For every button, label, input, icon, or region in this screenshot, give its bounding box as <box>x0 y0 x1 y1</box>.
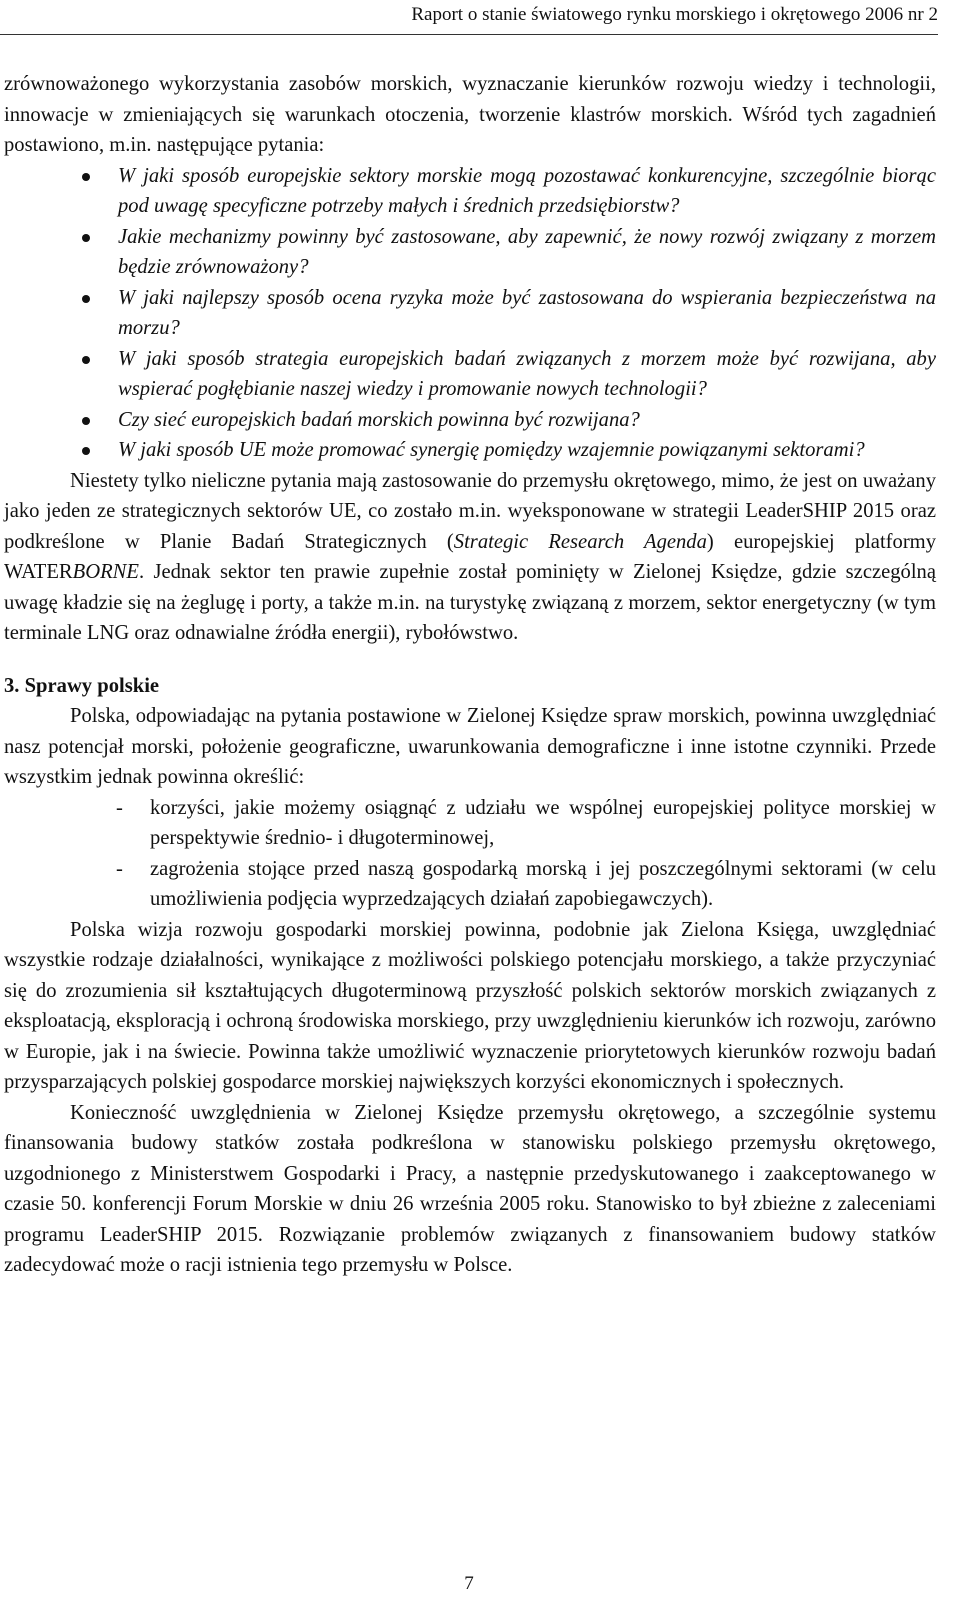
section-heading: 3. Sprawy polskie <box>4 674 160 697</box>
question-text: W jaki sposób strategia europejskich badań związanych z morzem może być rozwijana, aby wspierać pogłębianie naszej wiedzy i promowanie nowych technologii? <box>118 347 936 400</box>
text-run: . Jednak sektor ten prawie zupełnie został pominięty w Zielonej Księdze, gdzie szczególną uwagę kładzie się na żeglugę i porty, a także m.in. na turystykę związaną z morzem, sektor energetyczny (w tym terminale LNG oraz odnawialne źródła energii), rybołówstwo. <box>4 561 936 644</box>
question-text: W jaki sposób UE może promować synergię pomiędzy wzajemnie powiązanymi sektorami? <box>118 439 865 461</box>
list-item <box>4 435 936 466</box>
dash-list <box>4 793 936 915</box>
list-item <box>4 405 936 436</box>
bullet-icon <box>82 417 90 425</box>
list-item <box>4 854 936 915</box>
italic-run: Strategic Research Agenda <box>453 530 707 553</box>
list-item <box>4 161 936 222</box>
text-run: Niestety tylko nieliczne pytania mają zastosowanie do przemysłu okrętowego, mimo, że jest on uważany jako jeden ze strategicznych sektorów UE, co zostało m.in. wyeksponowane w strategii LeaderSHIP 2015 oraz podkreślone w Planie Badań Strategicznych ( <box>4 469 936 553</box>
bullet-icon <box>82 295 90 303</box>
list-item <box>4 344 936 405</box>
text-run: ) europejskiej platformy WATER <box>4 530 936 583</box>
dash-item-text: zagrożenia stojące przed naszą gospodarką morską i jej poszczególnymi sektorami (w celu umożliwienia podjęcia wyprzedzających działań zapobiegawczych). <box>150 857 936 910</box>
italic-run: BORNE <box>72 561 139 583</box>
intro-paragraph: zrównoważonego wykorzystania zasobów morskich, wyznaczanie kierunków rozwoju wiedzy i technologii, innowacje w zmieniających się warunkach otoczenia, tworzenie klastrów morskich. Wśród tych zagadnień postawiono, m.in. następujące pytania: <box>4 73 936 156</box>
dash-marker: - <box>116 857 123 880</box>
bullet-icon <box>82 447 90 455</box>
question-text: Czy sieć europejskich badań morskich powinna być rozwijana? <box>118 408 640 431</box>
question-text: W jaki najlepszy sposób ocena ryzyka może być zastosowana do wspierania bezpieczeństwa na morzu? <box>118 286 936 339</box>
shipbuilding-paragraph <box>4 466 936 649</box>
list-item <box>4 222 936 283</box>
dash-marker: - <box>116 796 123 819</box>
list-item <box>4 283 936 344</box>
bullet-icon <box>82 234 90 242</box>
poland-paragraph: Polska, odpowiadając na pytania postawione w Zielonej Księdze spraw morskich, powinna uwzględniać nasz potencjał morski, położenie geograficzne, uwarunkowania demograficzne i inne istotne czynniki. Przede wszystkim jednak powinna określić: <box>4 705 936 788</box>
page-body <box>4 69 936 1281</box>
financing-paragraph: Konieczność uwzględnienia w Zielonej Księdze przemysłu okrętowego, a szczególnie systemu finansowania budowy statków została podkreślona w stanowisku polskiego przemysłu okrętowego, uzgodnionego z Ministerstwem Gospodarki i Pracy, a następnie przedyskutowanego i zaakceptowanego w czasie 50. konferencji Forum Morskie w dniu 26 września 2005 roku. Stanowisko to był zbieżne z zaleceniami programu LeaderSHIP 2015. Rozwiązanie problemów związanych z finansowaniem budowy statków zadecydować może o racji istnienia tego przemysłu w Polsce. <box>4 1101 936 1276</box>
vision-paragraph: Polska wizja rozwoju gospodarki morskiej powinna, podobnie jak Zielona Księga, uwzględniać wszystkie rodzaje działalności, wynikające z możliwości polskiego potencjału morskiego, a także przyczyniać się do zrozumienia sił kształtujących długoterminową przyszłość polskich sektorów morskich związanych z eksploatacją, eksploracją i ochroną środowiska morskiego, przy uwzględnieniu kierunków ich rozwoju, zarówno w Europie, jak i na świecie. Powinna także umożliwić wyznaczenie priorytetowych kierunków rozwoju badań przysparzających polskiej gospodarce morskiej największych korzyści ekonomicznych i społecznych. <box>4 918 936 1093</box>
bullet-icon <box>82 356 90 364</box>
question-text: W jaki sposób europejskie sektory morskie mogą pozostawać konkurencyjne, szczególnie biorąc pod uwagę specyficzne potrzeby małych i średnich przedsiębiorstw? <box>118 164 936 217</box>
page-number: 7 <box>464 1573 474 1594</box>
question-text: Jakie mechanizmy powinny być zastosowane, aby zapewnić, że nowy rozwój związany z morzem będzie zrównoważony? <box>118 225 936 278</box>
list-item <box>4 793 936 854</box>
header-divider <box>0 34 938 35</box>
running-header: Raport o stanie światowego rynku morskiego i okrętowego 2006 nr 2 <box>411 4 938 25</box>
dash-item-text: korzyści, jakie możemy osiągnąć z udziału we wspólnej europejskiej polityce morskiej w perspektywie średnio- i długoterminowej, <box>150 796 936 849</box>
bullet-icon <box>82 173 90 181</box>
question-list <box>4 161 936 466</box>
